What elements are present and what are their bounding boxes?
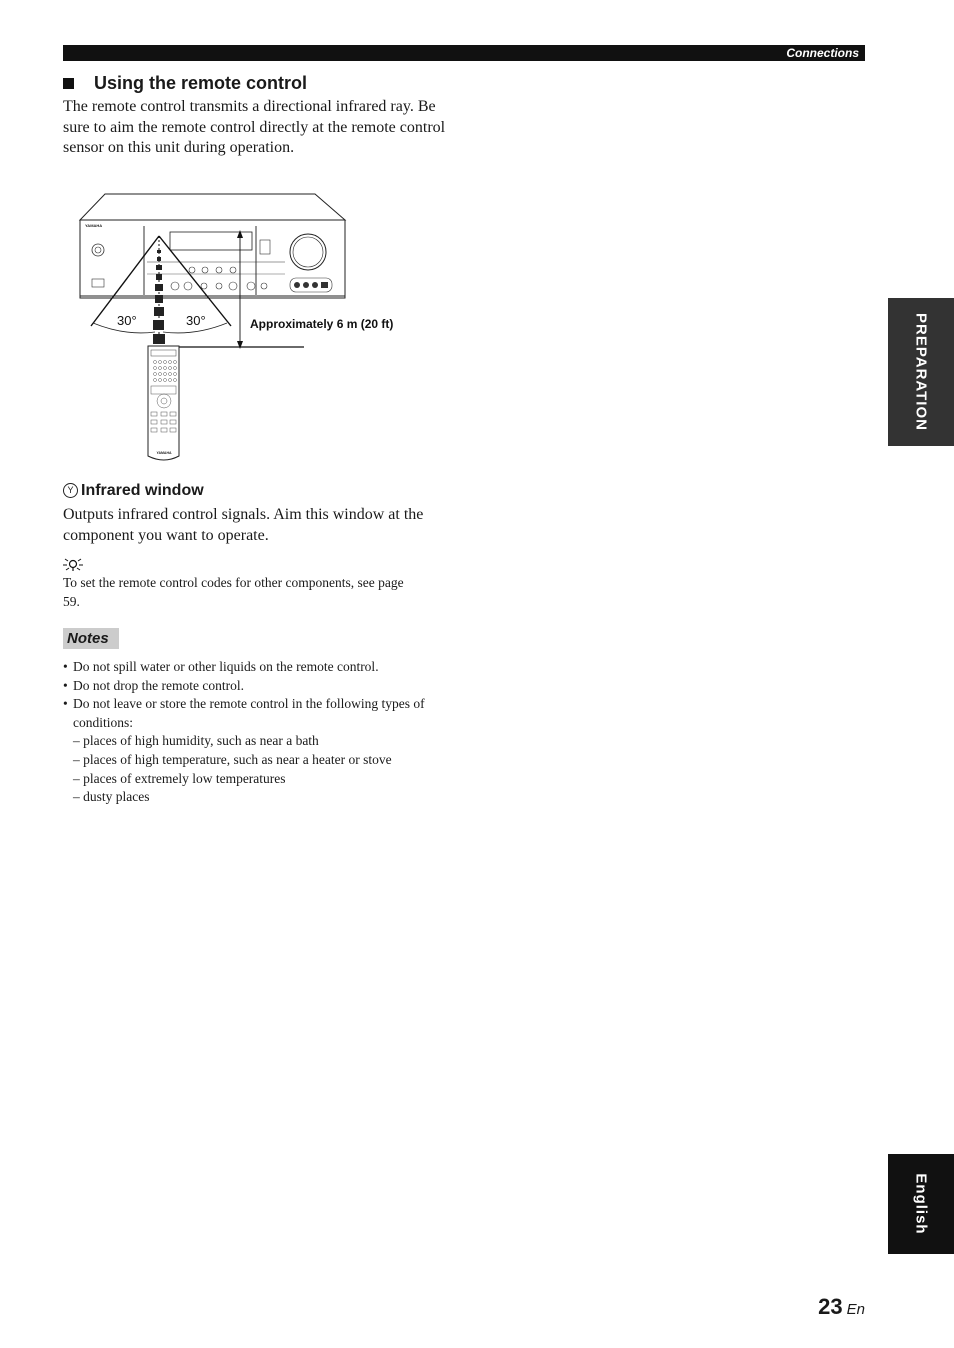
header-section-label: Connections <box>786 46 859 60</box>
receiver-brand: YAMAHA <box>85 223 103 228</box>
list-item: • Do not leave or store the remote control in the following types of conditions: <box>63 696 425 730</box>
receiver-icon <box>80 194 345 298</box>
square-bullet-icon <box>63 78 74 89</box>
remote-range-illustration <box>75 186 435 466</box>
infrared-window-text: Outputs infrared control signals. Aim this window at the component you want to operate. <box>63 506 424 544</box>
remote-control-icon <box>148 346 179 460</box>
side-tab-english-label: English <box>912 1173 930 1235</box>
side-tab-preparation-label: PREPARATION <box>912 313 930 431</box>
header-bar <box>63 45 865 61</box>
section-title <box>63 73 307 94</box>
tip-text: To set the remote control codes for other components, see page 59. <box>63 575 404 609</box>
list-item: • Do not spill water or other liquids on the remote control. <box>63 659 379 674</box>
list-item: • Do not drop the remote control. <box>63 677 244 693</box>
section-title-text: Using the remote control <box>94 73 308 93</box>
hint-lightbulb-icon <box>63 556 83 572</box>
list-sub-item: – places of high temperature, such as near a heater or stove <box>73 751 392 767</box>
page-language-code: En <box>846 1301 865 1318</box>
side-tab-english[interactable] <box>888 1154 954 1254</box>
list-sub-item: – places of high humidity, such as near a bath <box>73 733 319 749</box>
angle-right-label: 30° <box>186 313 206 328</box>
callout-marker: Y <box>63 483 78 498</box>
remote-brand: YAMAHA <box>156 451 172 455</box>
intro-paragraph: The remote control transmits a directional infrared ray. Be sure to aim the remote control directly at the remote control sensor on this unit during operation. <box>63 98 446 156</box>
list-sub-item: – dusty places <box>73 789 150 805</box>
distance-label: Approximately 6 m (20 ft) <box>250 317 394 331</box>
list-sub-item: – places of extremely low temperatures <box>73 770 286 786</box>
angle-left-label: 30° <box>117 313 137 328</box>
infrared-window-title-text: Infrared window <box>81 482 204 499</box>
side-tab-preparation[interactable] <box>888 298 954 446</box>
page-number-value: 23 <box>818 1294 843 1319</box>
infrared-window-title <box>63 482 204 500</box>
notes-list <box>63 658 453 807</box>
notes-label: Notes <box>63 628 119 649</box>
page-number <box>818 1294 865 1320</box>
